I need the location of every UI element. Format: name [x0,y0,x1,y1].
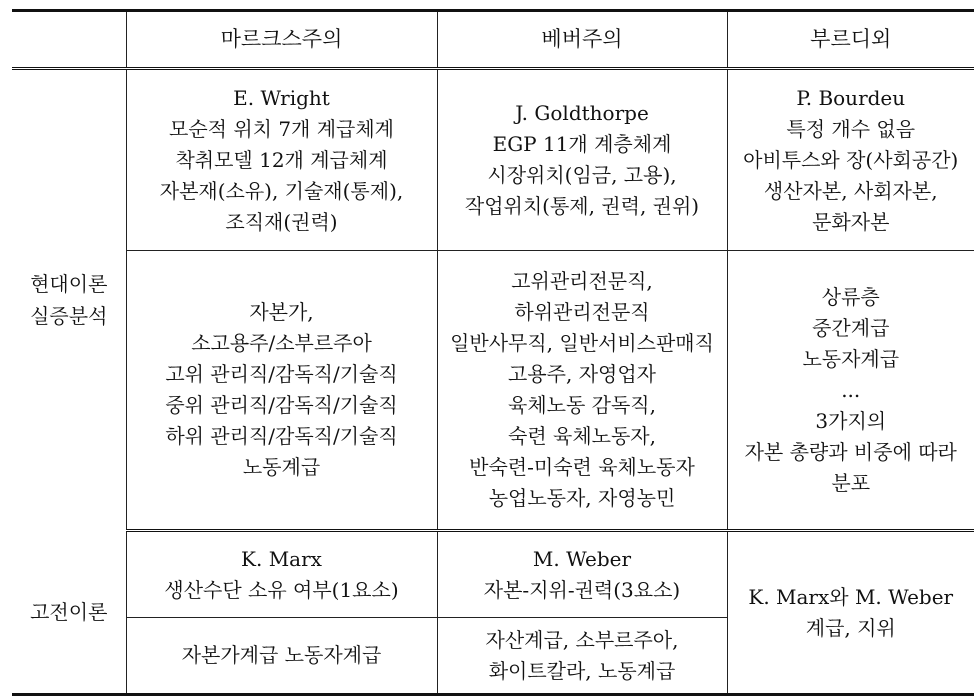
cell-line: 시장위치(임금, 고용), [487,163,677,187]
modern-theory-row [12,69,974,251]
cell-classical-classes-marx [126,618,437,695]
cell-line: 생산자본, 사회자본, [763,178,938,203]
cell-line: 자본 총량과 비중에 따라 [744,439,957,464]
header-bourdieu: 부르디외 [727,11,974,69]
cell-line: ... [841,377,861,402]
cell-line: 분포 [831,470,871,495]
cell-line: 고용주, 자영업자 [508,362,656,386]
cell-line: 계급, 지위 [805,615,896,640]
cell-line: 노동자계급 [802,346,900,371]
header-corner [12,11,126,69]
cell-line: M. Weber [532,546,632,571]
classical-theory-row [12,531,974,618]
cell-line: K. Marx와 M. Weber [748,584,954,609]
row-label-line: 현대이론 [30,272,108,297]
cell-line: 중간계급 [812,315,890,340]
cell-line: 생산수단 소유 여부(1요소) [164,577,399,602]
class-theory-table [12,9,974,696]
cell-classes-weber [437,251,727,531]
cell-line: 조직재(권력) [225,209,338,234]
cell-line: 일반사무직, 일반서비스판매직 [450,331,714,355]
cell-line: J. Goldthorpe [515,101,649,125]
header-row [12,11,974,69]
cell-line: 고위관리전문직, [511,269,653,293]
cell-line: 화이트칼라, 노동계급 [488,658,676,683]
cell-classical-marx [126,531,437,618]
cell-modern-bourdieu [727,69,974,251]
row-label-classical: 고전이론 [12,531,126,695]
cell-line: 하위관리전문직 [514,300,650,324]
cell-line: 자본재(소유), 기술재(통제), [159,178,404,203]
row-label-modern [12,69,126,531]
cell-line: 문화자본 [812,209,890,234]
cell-line: 중위 관리직/감독직/기술직 [165,393,398,417]
cell-modern-weber [437,69,727,251]
modern-classes-row [12,251,974,531]
cell-line: 육체노동 감독직, [508,393,656,417]
cell-classical-weber [437,531,727,618]
row-label-line: 실증분석 [30,304,108,329]
cell-line: 자본-지위-권력(3요소) [483,577,681,602]
cell-line: K. Marx [241,546,322,571]
cell-line: EGP 11개 계층체계 [492,132,672,156]
cell-line: 소고용주/소부르주아 [191,331,372,355]
cell-classes-marx [126,251,437,531]
cell-line: 고위 관리직/감독직/기술직 [165,362,398,386]
cell-line: 3가지의 [815,408,887,433]
cell-line: 농업노동자, 자영농민 [488,486,676,510]
cell-line: 하위 관리직/감독직/기술직 [165,424,398,448]
header-weberianism: 베버주의 [437,11,727,69]
cell-classical-classes-weber [437,618,727,695]
cell-line: 반숙련-미숙련 육체노동자 [469,455,695,479]
cell-line: 작업위치(통제, 권력, 권위) [464,194,700,218]
cell-line: 아비투스와 장(사회공간) [743,147,959,172]
cell-line: E. Wright [233,85,330,110]
cell-classes-bourdieu [727,251,974,531]
cell-line: 자산계급, 소부르주아, [485,627,679,652]
cell-line: 모순적 위치 7개 계급체계 [169,116,394,141]
cell-line: 착취모델 12개 계급체계 [175,147,388,172]
cell-line: 노동계급 [242,455,321,479]
cell-line: 숙련 육체노동자, [508,424,656,448]
cell-line: 특정 개수 없음 [786,116,916,141]
cell-line: 자본가, [249,300,314,324]
cell-line: 상류층 [821,284,880,309]
cell-modern-marx [126,69,437,251]
cell-line: P. Bourdeu [796,85,906,110]
cell-classical-bourdieu [727,531,974,695]
header-marxism: 마르크스주의 [126,11,437,69]
cell-line: 자본가계급 노동자계급 [181,643,382,667]
